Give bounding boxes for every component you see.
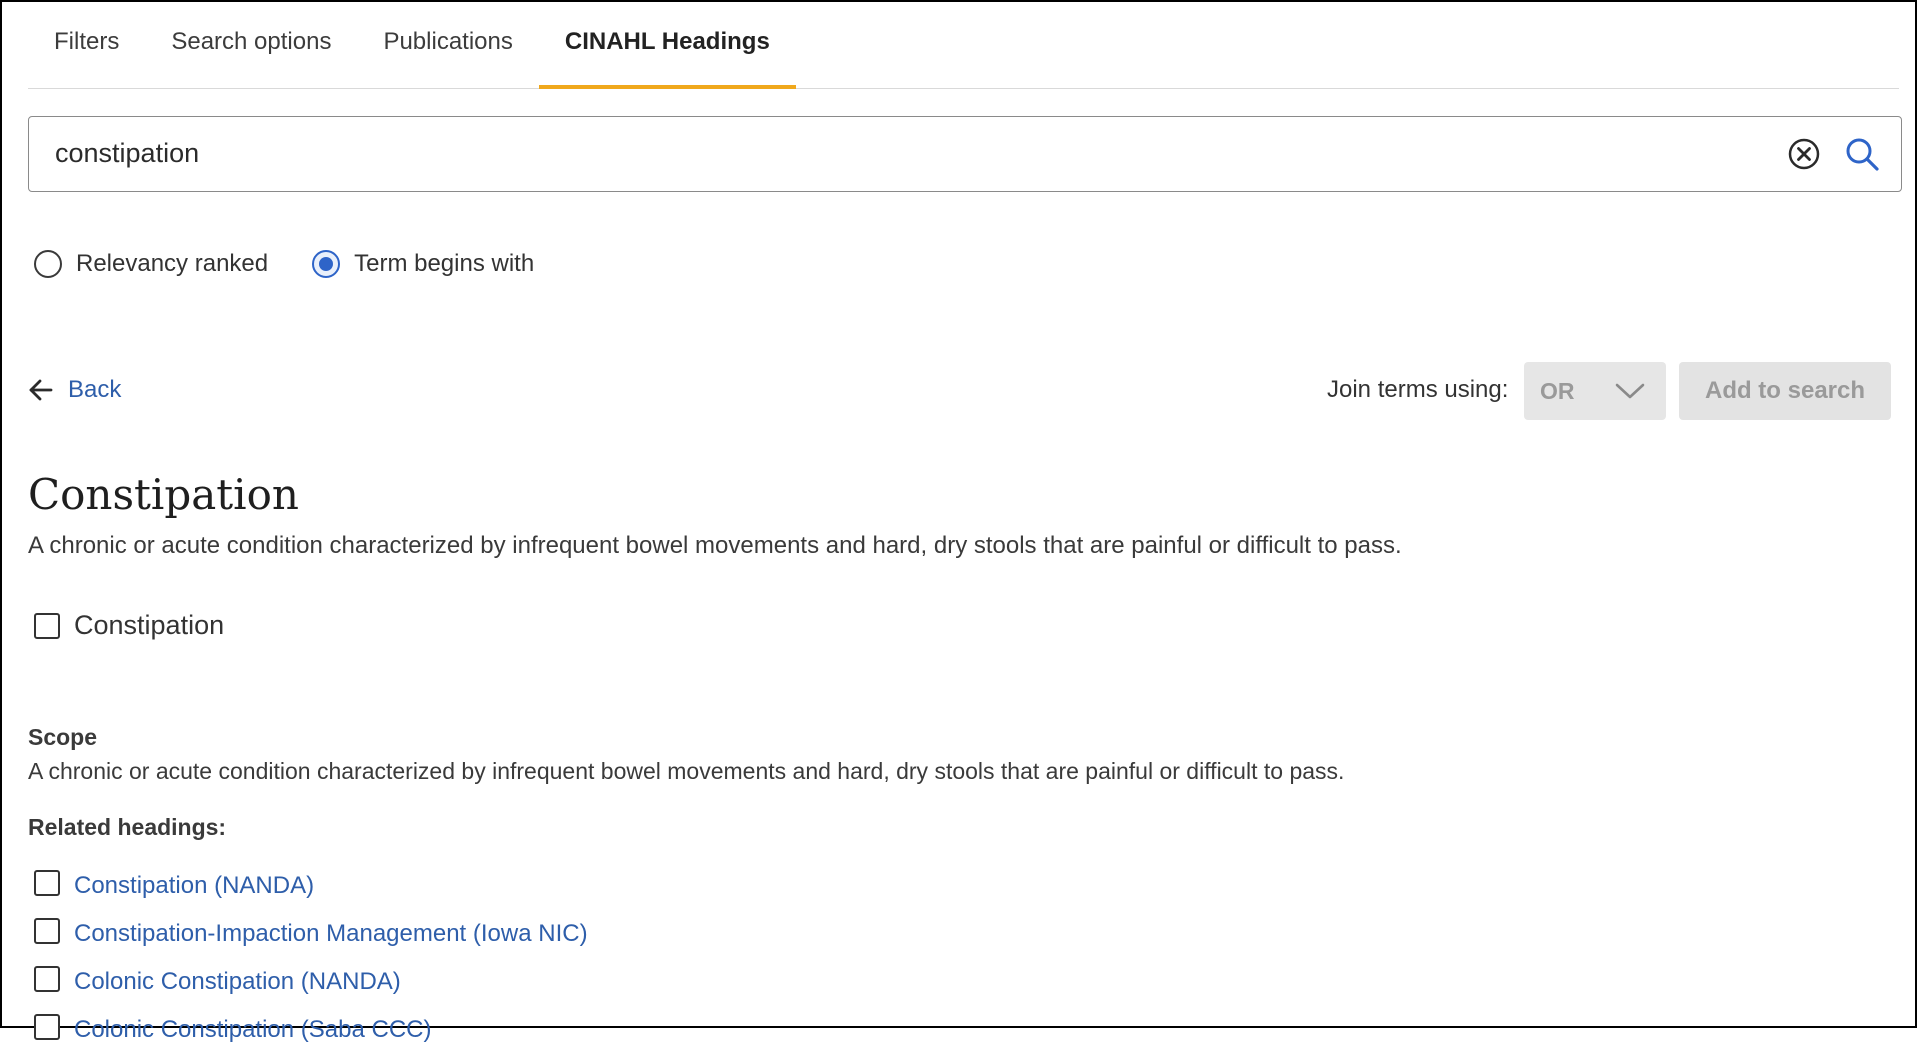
join-operator-value: OR bbox=[1540, 378, 1575, 404]
related-headings-list bbox=[34, 862, 588, 1054]
headings-search-input[interactable] bbox=[29, 117, 1769, 190]
list-item bbox=[34, 1006, 588, 1054]
radio-relevancy-ranked[interactable] bbox=[34, 250, 268, 278]
radio-circle[interactable] bbox=[312, 250, 340, 278]
tab-cinahl-headings[interactable]: CINAHL Headings bbox=[539, 2, 796, 88]
back-label[interactable]: Back bbox=[68, 376, 122, 403]
related-heading-link[interactable]: Colonic Constipation (Saba CCC) bbox=[74, 1016, 432, 1043]
radio-label: Term begins with bbox=[354, 250, 535, 277]
heading-description: A chronic or acute condition characterized by infrequent bowel movements and hard, dry stools that are painful or difficult to pass. bbox=[28, 532, 1402, 559]
checkbox-box[interactable] bbox=[34, 1014, 60, 1040]
scope-title: Scope bbox=[28, 724, 98, 750]
scope-text: A chronic or acute condition characterized by infrequent bowel movements and hard, dry stools that are painful or difficult to pass. bbox=[28, 758, 1345, 784]
chevron-down-icon bbox=[1614, 380, 1646, 402]
checkbox-box[interactable] bbox=[34, 918, 60, 944]
headings-search-box bbox=[28, 116, 1902, 192]
list-item bbox=[34, 862, 588, 910]
tab-bar bbox=[28, 2, 1899, 89]
back-link[interactable] bbox=[28, 376, 121, 404]
related-heading-link[interactable]: Constipation-Impaction Management (Iowa NIC) bbox=[74, 920, 588, 947]
checkbox-box[interactable] bbox=[34, 966, 60, 992]
tab-publications[interactable]: Publications bbox=[383, 28, 513, 55]
related-heading-link[interactable]: Constipation (NANDA) bbox=[74, 872, 315, 899]
tab-filters[interactable]: Filters bbox=[54, 28, 120, 55]
list-item bbox=[34, 958, 588, 1006]
radio-label: Relevancy ranked bbox=[76, 250, 269, 277]
arrow-left-icon bbox=[28, 378, 54, 402]
radio-term-begins-with[interactable] bbox=[312, 250, 534, 278]
related-headings-title: Related headings: bbox=[28, 814, 227, 840]
search-mode-options bbox=[34, 250, 578, 278]
add-to-search-button[interactable]: Add to search bbox=[1679, 362, 1891, 420]
list-item bbox=[34, 910, 588, 958]
checkbox-box[interactable] bbox=[34, 870, 60, 896]
checkbox-box[interactable] bbox=[34, 613, 60, 639]
search-icon[interactable] bbox=[1843, 135, 1881, 173]
radio-circle[interactable] bbox=[34, 250, 62, 278]
clear-search-icon[interactable] bbox=[1785, 135, 1823, 173]
tab-search-options[interactable]: Search options bbox=[171, 28, 332, 55]
join-operator-select[interactable] bbox=[1524, 362, 1666, 420]
join-terms-label: Join terms using: bbox=[1327, 376, 1509, 403]
heading-checkbox-label: Constipation bbox=[74, 610, 225, 640]
related-heading-link[interactable]: Colonic Constipation (NANDA) bbox=[74, 968, 401, 995]
heading-checkbox[interactable] bbox=[34, 610, 224, 641]
heading-title: Constipation bbox=[28, 470, 299, 519]
